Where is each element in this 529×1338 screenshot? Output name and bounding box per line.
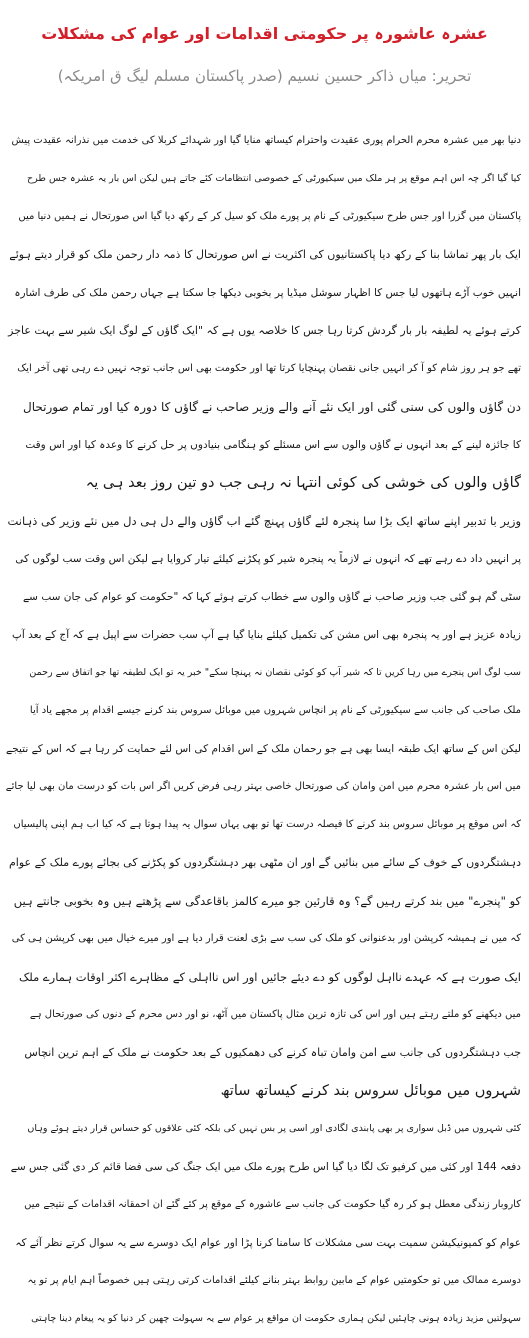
article-body-line: کو "پنجرے" میں بند کرتے رہیں گے؟ وہ قارئین جو میرے کالمز باقاعدگی سے پڑھتے ہیں وہ بخوبی جانتے ہیں <box>13 894 521 908</box>
article-body-line: انہیں خوب آڑے ہاتھوں لیا جس کا اظہار سوشل میڈیا پر بخوبی دیکھا جا سکتا ہے جہاں رحمن ملک کی طرف اشارہ <box>14 287 521 299</box>
article-body-line: کرتے ہوئے یہ لطیفہ بار بار گردش کرتا رہا جس کا خلاصہ یوں ہے کہ "ایک گاؤں کے لوگ ایک شیر سے بہت عاجز <box>8 324 521 337</box>
article-body-line: کیا گیا اگر چہ اس اہم موقع پر ہر ملک میں سیکیورٹی کے خصوصی انتظامات کئے جاتے ہیں لیکن اس بار یہ عشرہ جس طرح <box>27 173 521 184</box>
article-body-line: کہ اس موقع پر موبائل سروس بند کرنے کا فیصلہ درست تھا تو بھی یہاں سوال یہ پیدا ہوتا ہے کہ کیا اب ہم اپنی پالیسیاں <box>13 819 521 830</box>
article-body-line: گاؤں والوں کی خوشی کی کوئی انتہا نہ رہی جب دو تین روز بعد ہی یہ <box>85 475 521 491</box>
article-body-line: دنیا بھر میں عشرہ محرم الحرام پوری عقیدت واحترام کیساتھ منایا گیا اور شہدائے کربلا کی خدمت میں نذرانہ عقیدت پیش <box>11 135 521 146</box>
article-body-line: ایک بار پھر تماشا بنا کے رکھ دیا پاکستانیوں کی اکثریت نے اس صورتحال کا ذمہ دار رحمن ملک کو قرار دیتے ہوئے <box>9 248 521 261</box>
article-body-line: پاکستان میں گزرا اور جس طرح سیکیورٹی کے نام پر پورے ملک کو سیل کر کے رکھ دیا گیا اس صورتحال نے ہمیں دنیا میں <box>18 211 521 222</box>
article-body-line: میں دیکھنے کو ملتے رہتے ہیں اور اس کی تازہ ترین مثال پاکستان میں آٹھ، نو اور دس محرم کے دنوں کی صورتحال ہے <box>29 1009 521 1020</box>
article-body-line: سہولتیں مزید زیادہ ہونی چاہئیں لیکن ہماری حکومت ان مواقع پر عوام سے یہ سہولت چھین کر دنیا کو یہ پیغام دینا چاہتی <box>31 1313 521 1324</box>
article-body-line: میں اس بار عشرہ محرم میں امن وامان کی صورتحال خاصی بہتر رہی فرض کریں اگر اس بات کو درست مان بھی لیا جائے <box>6 781 521 792</box>
article-title: عشرہ عاشورہ پر حکومتی اقدامات اور عوام کی مشکلات <box>41 24 488 43</box>
article-body-line: کاروبار زندگی معطل ہو کر رہ گیا حکومت کی جانب سے عاشورہ کے موقع پر کئے گئے ان احمقانہ اقدامات کے نتیجے میں <box>24 1199 521 1210</box>
article-body-line: کا جائزہ لینے کے بعد انہوں نے گاؤں والوں سے اس مسئلے کو ہنگامی بنیادوں پر حل کرنے کا وعدہ کیا اور اس وقت <box>25 439 521 451</box>
article-body-line: زیادہ عزیز ہے اور یہ پنجرہ بھی اس مشن کی تکمیل کیلئے بنایا گیا ہے آپ سب حضرات سے اپیل ہے کہ آج کے بعد آپ <box>11 629 521 641</box>
article-body-line: عوام کو کمیونیکیشن سمیت بہت سی مشکلات کا سامنا کرنا پڑا اور عوام ایک دوسرے سے یہ سوال کرتے نظر آئے کہ <box>15 1237 521 1249</box>
article-body-line: سب لوگ اس پنجرے میں رہا کریں تا کہ شیر آپ کو کوئی نقصان نہ پہنچا سکے" خبر یہ تو ایک لطیفہ تھا جو اتفاق سے رحمن <box>29 667 521 678</box>
article-body-line: تھے جو ہر روز شام کو آ کر انہیں جانی نقصان پہنچایا کرتا تھا اور حکومت بھی اس جانب توجہ نہیں دے رہی تھی آخر ایک <box>17 363 521 374</box>
article-body-line: ایک صورت ہے کہ عہدے نااہل لوگوں کو دے دیئے جائیں اور اس نااہلی کے مظاہرے اکثر اوقات ہمارے ملک <box>19 970 521 984</box>
article-body-line: وزیر با تدبیر اپنے ساتھ ایک بڑا سا پنجرہ لئے گاؤں پہنچ گئے اب گاؤں والے دل ہی دل میں نئے وزیر کی ذہانت <box>7 514 521 528</box>
article-byline: تحریر: میاں ذاکر حسین نسیم (صدر پاکستان مسلم لیگ ق امریکہ) <box>57 67 472 85</box>
article-body-line: سٹی گم ہو گئی جب وزیر صاحب نے گاؤں والوں سے خطاب کرتے ہوئے کہا کہ "حکومت کو عوام کی جان سب سے <box>23 591 521 603</box>
article-body-line: دہشتگردوں کے خوف کے سائے میں بنائیں گے اور ان مٹھی بھر دہشتگردوں کو پکڑنے کی بجائے پورے ملک کے عوام <box>8 856 521 869</box>
article-body-line: دوسرے ممالک میں تو حکومتیں عوام کے مابین روابط بہتر بنانے کیلئے اقدامات کرتی رہتی ہیں خصوصاً اہم ایام پر تو یہ <box>27 1275 521 1286</box>
article-body-line: کئی شہروں میں ڈبل سواری پر بھی پابندی لگادی اور اسی پر بس نہیں کی بلکہ کئی علاقوں کو حساس قرار دیتے ہوئے وہاں <box>27 1123 521 1134</box>
article-body-line: لیکن اس کے ساتھ ایک طبقہ ایسا بھی ہے جو رحمان ملک کے اس اقدام کی اس لئے حمایت کر رہا ہے کہ اس کے نتیجے <box>6 743 521 755</box>
article-body-line: ملک صاحب کی جانب سے سیکیورٹی کے نام پر انچاس شہروں میں موبائل سروس بند کرنے جیسے اقدام پر مجھے یاد آیا <box>29 705 521 716</box>
article-body-line: شہروں میں موبائل سروس بند کرنے کیساتھ ساتھ <box>220 1083 521 1099</box>
article-body-line: پر انہیں داد دے رہے تھے کہ انہوں نے لازماً یہ پنجرہ شیر کو پکڑنے کیلئے تیار کروایا ہے لیکن اس وقت سب لوگوں کی <box>15 553 521 565</box>
article-body-line: دن گاؤں والوں کی سنی گئی اور ایک نئے آنے والے وزیر صاحب نے گاؤں کا دورہ کیا اور تمام صورتحال <box>23 400 521 414</box>
article-body-line: دفعہ 144 اور کئی میں کرفیو تک لگا دیا گیا اس طرح پورے ملک میں ایک جنگ کی سی فضا قائم کر دی گئی جس سے <box>10 1161 521 1173</box>
article-body <box>6 122 521 1338</box>
article-body-line: کہ میں نے ہمیشہ کرپشن اور بدعنوانی کو ملک کی سب سے بڑی لعنت قرار دیا ہے اور میرے خیال میں بھی کرپشن ہی کی <box>11 933 521 944</box>
article-body-line: جب دہشتگردوں کی جانب سے امن وامان تباہ کرنے کی دھمکیوں کے بعد حکومت نے ملک کے اہم ترین انچاس <box>24 1046 521 1059</box>
